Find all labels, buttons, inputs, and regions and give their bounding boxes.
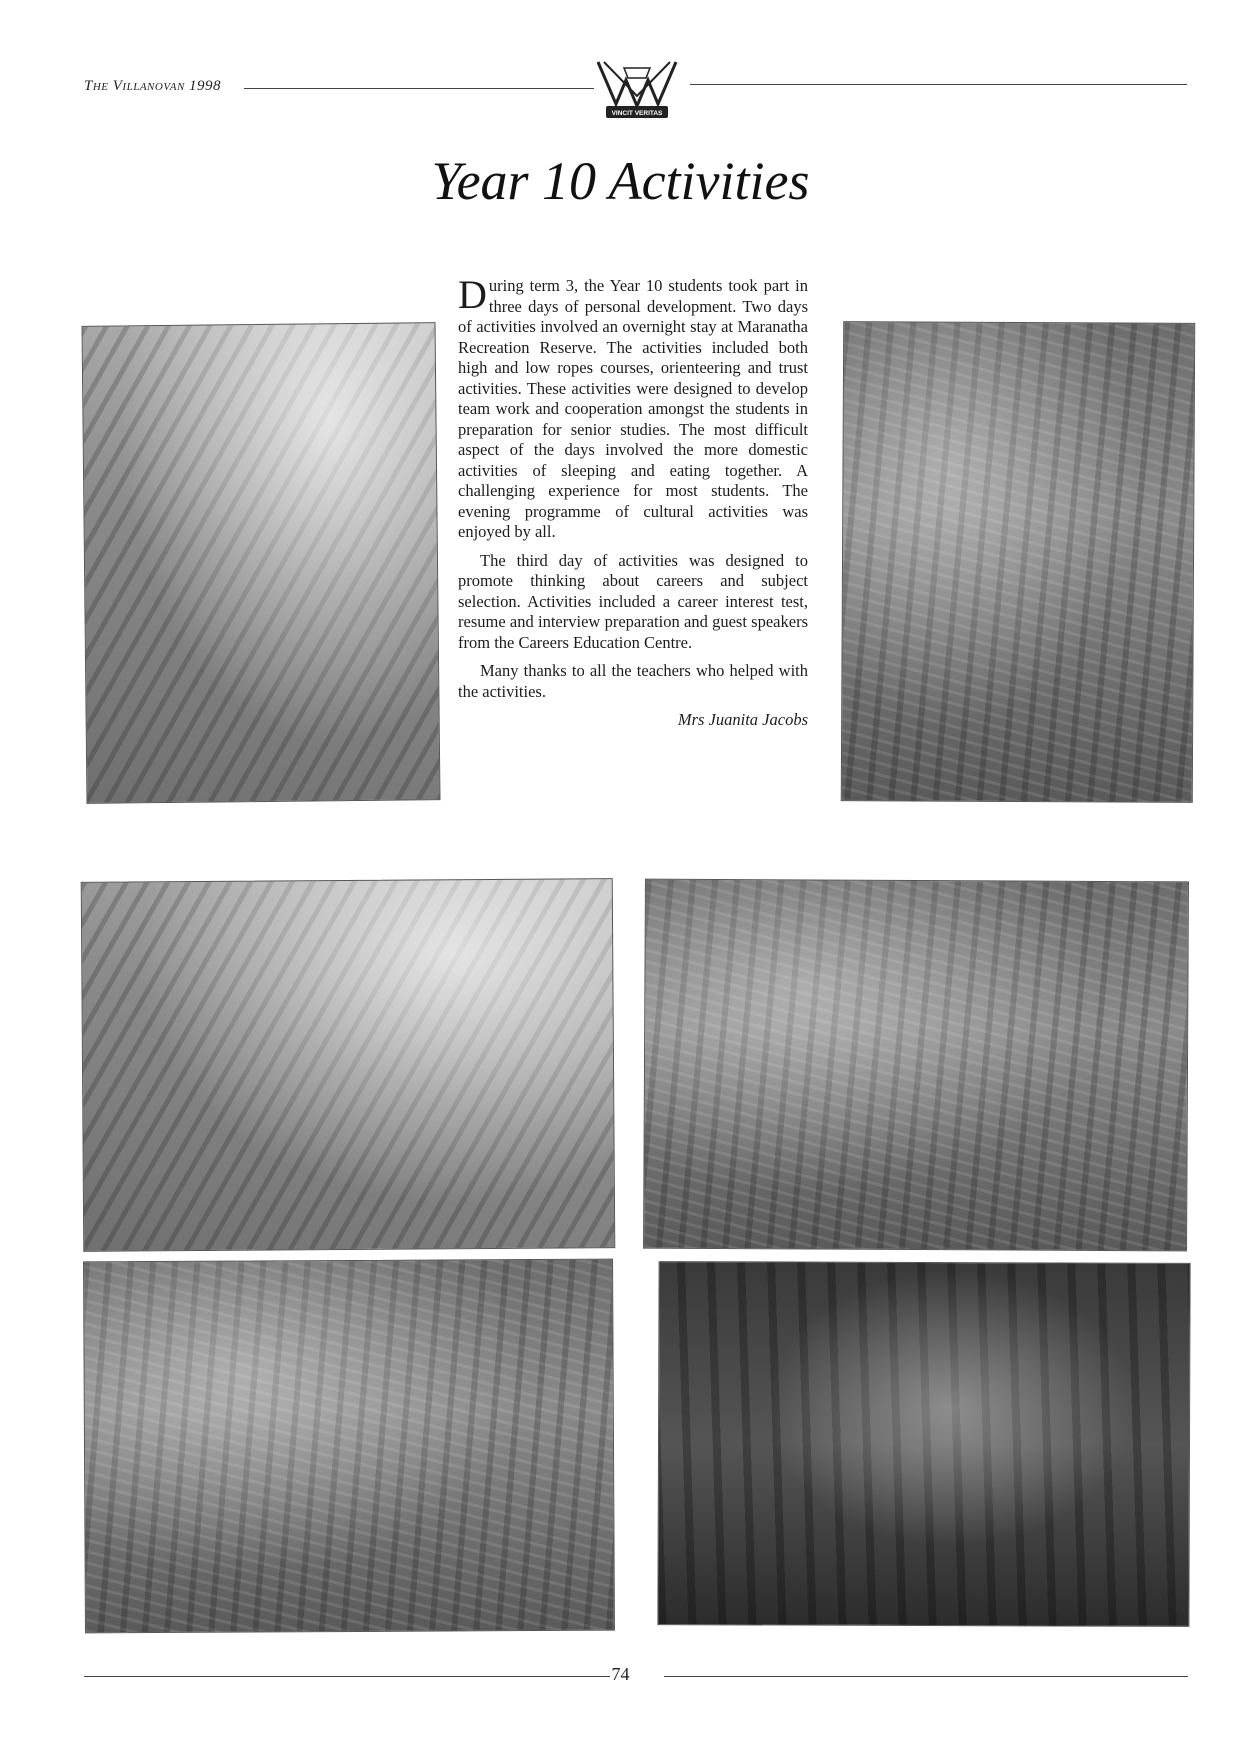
article-paragraph-1	[458, 272, 808, 543]
photo-group-briefing	[83, 1259, 615, 1634]
drop-cap: D	[458, 272, 487, 317]
photo-high-ropes-climber	[82, 322, 441, 804]
header-rule-right	[690, 84, 1187, 85]
publication-year: 1998	[189, 78, 222, 94]
logo-motto: VINCIT VERITAS	[611, 110, 663, 117]
article-paragraph-2: The third day of activities was designed to promote thinking about careers and subject selection. Activities included a career interest test, resume and interview preparation and guest speakers from the Careers Education Centre.	[458, 550, 808, 652]
photo-orienteering-walk	[81, 878, 616, 1252]
page-title: Year 10 Activities	[431, 151, 810, 211]
paragraph-1-text: uring term 3, the Year 10 students took part in three days of personal development. Two days of activities involved an overnight stay at Maranatha Recreation Reserve. The activities included both high and low ropes courses, orienteering and trust activities. These activities were designed to develop team work and cooperation amongst the students in preparation for senior studies. The most difficult aspect of the days involved the more domestic activities of sleeping and eating together. A challenging experience for most students. The evening programme of cultural activities was enjoyed by all.	[458, 276, 808, 541]
article-paragraph-3: Many thanks to all the teachers who helped with the activities.	[458, 661, 808, 701]
article-author: Mrs Juanita Jacobs	[677, 710, 808, 729]
photo-climbing-wall	[657, 1261, 1190, 1627]
running-header	[84, 78, 221, 95]
photo-student-on-rope	[841, 321, 1196, 803]
header-rule-left	[244, 88, 594, 89]
publication-name: The Villanovan	[84, 78, 185, 94]
photo-trust-activity-group	[643, 879, 1189, 1252]
school-crest-logo	[594, 56, 680, 120]
article-body	[458, 272, 808, 731]
page-number: 74	[611, 1664, 630, 1684]
